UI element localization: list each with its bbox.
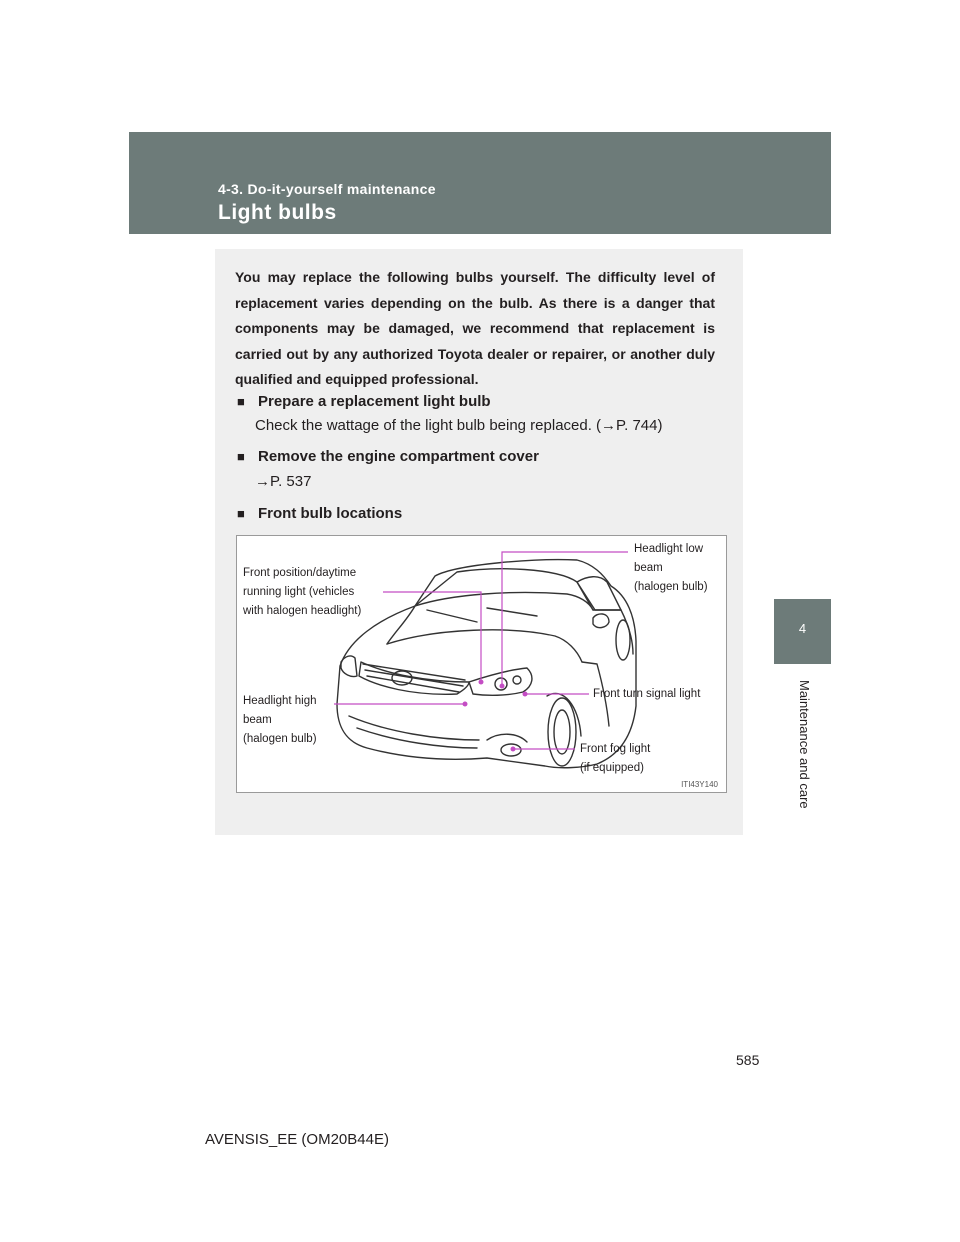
square-bullet-icon: ■ <box>237 449 245 464</box>
chapter-tab[interactable] <box>774 599 831 664</box>
chapter-label: Maintenance and care <box>797 680 812 809</box>
square-bullet-icon: ■ <box>237 506 245 521</box>
callout-headlight-low-beam: Headlight low beam (halogen bulb) <box>634 543 708 593</box>
intro-text: You may replace the following bulbs yourself. The difficulty level of replacement varies depending on the bulb. As there is a danger that components may be damaged, we recommend that replacement is carried out by any authorized Toyota dealer or repairer, or another duly qualified and equipped professional. <box>235 269 715 387</box>
footer-doc-id: AVENSIS_EE (OM20B44E) <box>205 1131 389 1148</box>
section-label: 4-3. Do-it-yourself maintenance <box>218 181 436 197</box>
front-bulb-figure <box>236 535 727 793</box>
content-panel <box>215 249 743 835</box>
square-bullet-icon: ■ <box>237 394 245 409</box>
callout-front-position-light: Front position/daytime running light (vehicles with halogen headlight) <box>243 567 362 617</box>
bullet-heading-remove-cover: ■ Remove the engine compartment cover <box>237 448 539 465</box>
callout-front-turn-signal: Front turn signal light <box>593 688 701 700</box>
callout-headlight-high-beam: Headlight high beam (halogen bulb) <box>243 695 317 745</box>
figure-code: ITI43Y140 <box>681 780 718 789</box>
bullet-body-prepare[interactable]: Check the wattage of the light bulb being replaced. (→P. 744) <box>255 417 663 434</box>
bullet-heading-prepare: ■ Prepare a replacement light bulb <box>237 393 491 410</box>
section-header <box>129 132 831 234</box>
chapter-number: 4 <box>798 621 807 636</box>
page-title: Light bulbs <box>218 201 337 224</box>
callout-front-fog-light: Front fog light (if equipped) <box>580 743 651 774</box>
page-number: 585 <box>736 1052 760 1068</box>
bullet-heading-front-bulbs: ■ Front bulb locations <box>237 505 403 522</box>
bullet-body-remove-cover[interactable]: →P. 537 <box>255 473 312 490</box>
